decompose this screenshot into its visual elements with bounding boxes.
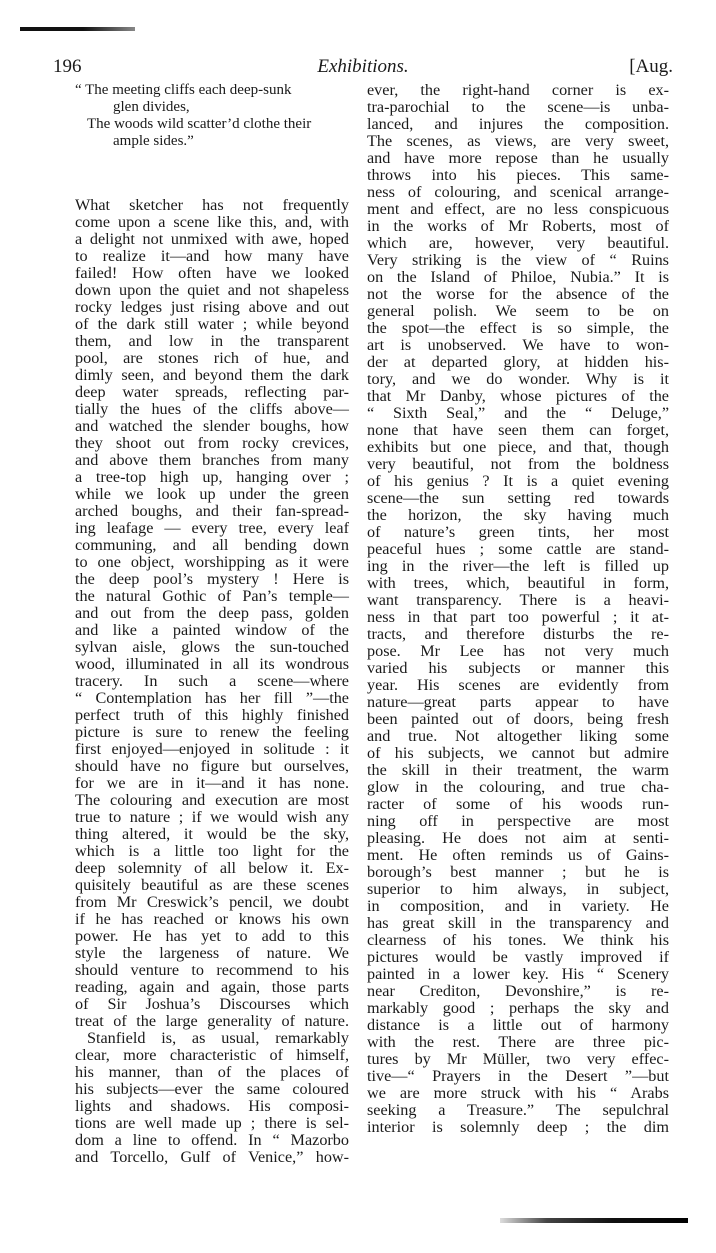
text-line: ment. He often reminds us of Gains- [367,846,669,864]
text-line: that Mr Danby, whose pictures of the [367,387,669,405]
text-line: of the dark still water ; while beyond [75,315,349,333]
text-line: pose. Mr Lee has not very much [367,642,669,660]
text-line: been painted out of doors, being fresh [367,710,669,728]
text-line: with the rest. There are three pic- [367,1033,669,1051]
text-line: from Mr Creswick’s pencil, we doubt [75,893,349,911]
text-line: of nature’s green tints, her most [367,523,669,541]
text-line: his subjects—ever the same coloured [75,1080,349,1098]
text-line: dimly seen, and beyond them the dark [75,366,349,384]
verse-line: “ The meeting cliffs each deep-sunk [75,82,292,98]
text-line: perfect truth of this highly finished [75,706,349,724]
text-line: and Torcello, Gulf of Venice,” how- [75,1148,349,1166]
verse-quote [75,82,349,150]
text-line: should have no figure but ourselves, [75,757,349,775]
text-line: ing in the river—the left is filled up [367,557,669,575]
text-line: on the Island of Philoe, Nubia.” It is [367,268,669,286]
text-line: failed! How often have we looked [75,264,349,282]
text-line: What sketcher has not frequently [75,196,349,214]
verse-line: glen divides, [113,99,190,115]
text-line: pictures would be vastly improved if [367,948,669,966]
text-line: clearness of his tones. We think his [367,931,669,949]
text-line: superior to him always, in subject, [367,880,669,898]
text-line: tra-parochial to the scene—is unba- [367,98,669,116]
text-line: arched boughs, and their fan-spread- [75,502,349,520]
text-line: communing, and all bending down [75,536,349,554]
text-line: art is unobserved. We have to won- [367,336,669,354]
top-decorative-rule [20,27,135,31]
paragraph-stanfield [75,1030,349,1166]
running-header [53,56,673,80]
text-line: markably good ; perhaps the sky and [367,999,669,1017]
text-line: scene—the sun setting red towards [367,489,669,507]
text-line: der at departed glory, at hidden his- [367,353,669,371]
text-line: and above them branches from many [75,451,349,469]
text-line: very beautiful, not from the boldness [367,455,669,473]
page-number: 196 [53,56,82,77]
text-line: down upon the quiet and not shapeless [75,281,349,299]
text-line: The scenes, as views, are very sweet, [367,132,669,150]
text-line: a delight not unmixed with awe, hoped [75,230,349,248]
running-date: [Aug. [629,56,673,77]
text-line: reading, again and again, those parts [75,978,349,996]
text-line: should venture to recommend to his [75,961,349,979]
bottom-decorative-rule [500,1218,688,1223]
text-line: power. He has yet to add to this [75,927,349,945]
paragraph-creswick [75,197,349,1030]
text-line: tracery. In such a scene—where [75,672,349,690]
text-line: of Sir Joshua’s Discourses which [75,995,349,1013]
text-line: seeking a Treasure.” The sepulchral [367,1101,669,1119]
text-line: pleasing. He does not aim at senti- [367,829,669,847]
text-line: the horizon, the sky having much [367,506,669,524]
text-line: if he has reached or knows his own [75,910,349,928]
text-line: a tree-top high up, hanging over ; [75,468,349,486]
text-line: and out from the deep pass, golden [75,604,349,622]
text-line: tures by Mr Müller, two very effec- [367,1050,669,1068]
text-line: tive—“ Prayers in the Desert ”—but [367,1067,669,1085]
paragraph-continued [367,82,669,1136]
text-line: first enjoyed—enjoyed in solitude : it [75,740,349,758]
text-line: glow in the colouring, and true cha- [367,778,669,796]
text-line: wood, illuminated in all its wondrous [75,655,349,673]
text-line: while we look up under the green [75,485,349,503]
text-line: which is a little too light for the [75,842,349,860]
text-line: Very striking is the view of “ Ruins [367,251,669,269]
text-line: the deep pool’s mystery ! Here is [75,570,349,588]
text-line: ment and effect, are no less conspicuous [367,200,669,218]
text-line: interior is solemnly deep ; the dim [367,1118,669,1136]
text-line: which are, however, very beautiful. [367,234,669,252]
text-line: “ Sixth Seal,” and the “ Deluge,” [367,404,669,422]
text-line: ning off in perspective are most [367,812,669,830]
text-line: borough’s best manner ; but he is [367,863,669,881]
text-line: nature—great parts appear to have [367,693,669,711]
text-line: none that have seen them can forget, [367,421,669,439]
text-line: rocky ledges just rising above and out [75,298,349,316]
text-line: has great skill in the transparency and [367,914,669,932]
text-line: in composition, and in variety. He [367,897,669,915]
text-line: and have more repose than he usually [367,149,669,167]
running-title: Exhibitions. [317,56,409,77]
text-line: ness in that part too powerful ; it at- [367,608,669,626]
text-line: the spot—the effect is so simple, the [367,319,669,337]
text-line: general polish. We seem to be on [367,302,669,320]
text-line: pool, are stones rich of hue, and [75,349,349,367]
verse-line: The woods wild scatter’d clothe their [87,116,312,132]
text-line: them, and low in the transparent [75,332,349,350]
text-line: the natural Gothic of Pan’s temple— [75,587,349,605]
text-line: varied his subjects or manner this [367,659,669,677]
text-line: Stanfield is, as usual, remarkably [87,1029,349,1047]
text-line: and watched the slender boughs, how [75,417,349,435]
text-line: ing leafage — every tree, every leaf [75,519,349,537]
text-line: picture is sure to renew the feeling [75,723,349,741]
text-line: lights and shadows. His composi- [75,1097,349,1115]
text-line: lanced, and injures the composition. [367,115,669,133]
text-line: tory, and we do wonder. Why is it [367,370,669,388]
text-line: painted in a lower key. His “ Scenery [367,965,669,983]
text-line: true to nature ; if we would wish any [75,808,349,826]
text-line: tially the hues of the cliffs above— [75,400,349,418]
text-line: tracts, and therefore disturbs the re- [367,625,669,643]
text-line: with trees, which, beautiful in form, [367,574,669,592]
text-line: exhibits but one piece, and that, though [367,438,669,456]
text-line: want transparency. There is a heavi- [367,591,669,609]
text-line: the skill in their treatment, the warm [367,761,669,779]
text-line: deep solemnity of all below it. Ex- [75,859,349,877]
text-line: distance is a little out of harmony [367,1016,669,1034]
text-line: style the largeness of nature. We [75,944,349,962]
right-column [367,82,669,1136]
text-line: peaceful hues ; some cattle are stand- [367,540,669,558]
text-line: The colouring and execution are most [75,791,349,809]
text-line: year. His scenes are evidently from [367,676,669,694]
text-line: dom a line to offend. In “ Mazorbo [75,1131,349,1149]
text-line: sylvan aisle, glows the sun-touched [75,638,349,656]
text-line: for we are in it—and it has none. [75,774,349,792]
text-line: ever, the right-hand corner is ex- [367,81,669,99]
text-line: in the works of Mr Roberts, most of [367,217,669,235]
text-line: quisitely beautiful as are these scenes [75,876,349,894]
text-line: to realize it—and how many have [75,247,349,265]
text-line: ness of colouring, and scenical arrange- [367,183,669,201]
text-line: to one object, worshipping as it were [75,553,349,571]
text-line: and true. Not altogether liking some [367,727,669,745]
left-column [75,82,349,1166]
text-line: they shoot out from rocky crevices, [75,434,349,452]
text-line: and like a painted window of the [75,621,349,639]
text-line: clear, more characteristic of himself, [75,1046,349,1064]
text-line: “ Contemplation has her fill ”—the [75,689,349,707]
text-line: not the worse for the absence of the [367,285,669,303]
text-line: we are more struck with his “ Arabs [367,1084,669,1102]
text-line: his manner, than of the places of [75,1063,349,1081]
text-line: racter of some of his woods run- [367,795,669,813]
text-line: tions are well made up ; there is sel- [75,1114,349,1132]
verse-line: ample sides.” [113,133,194,149]
text-line: of his subjects, we cannot but admire [367,744,669,762]
text-line: treat of the large generality of nature. [75,1012,349,1030]
text-line: near Crediton, Devonshire,” is re- [367,982,669,1000]
text-line: deep water spreads, reflecting par- [75,383,349,401]
text-line: thing altered, it would be the sky, [75,825,349,843]
text-line: of his genius ? It is a quiet evening [367,472,669,490]
text-line: throws into his pieces. This same- [367,166,669,184]
text-line: come upon a scene like this, and, with [75,213,349,231]
